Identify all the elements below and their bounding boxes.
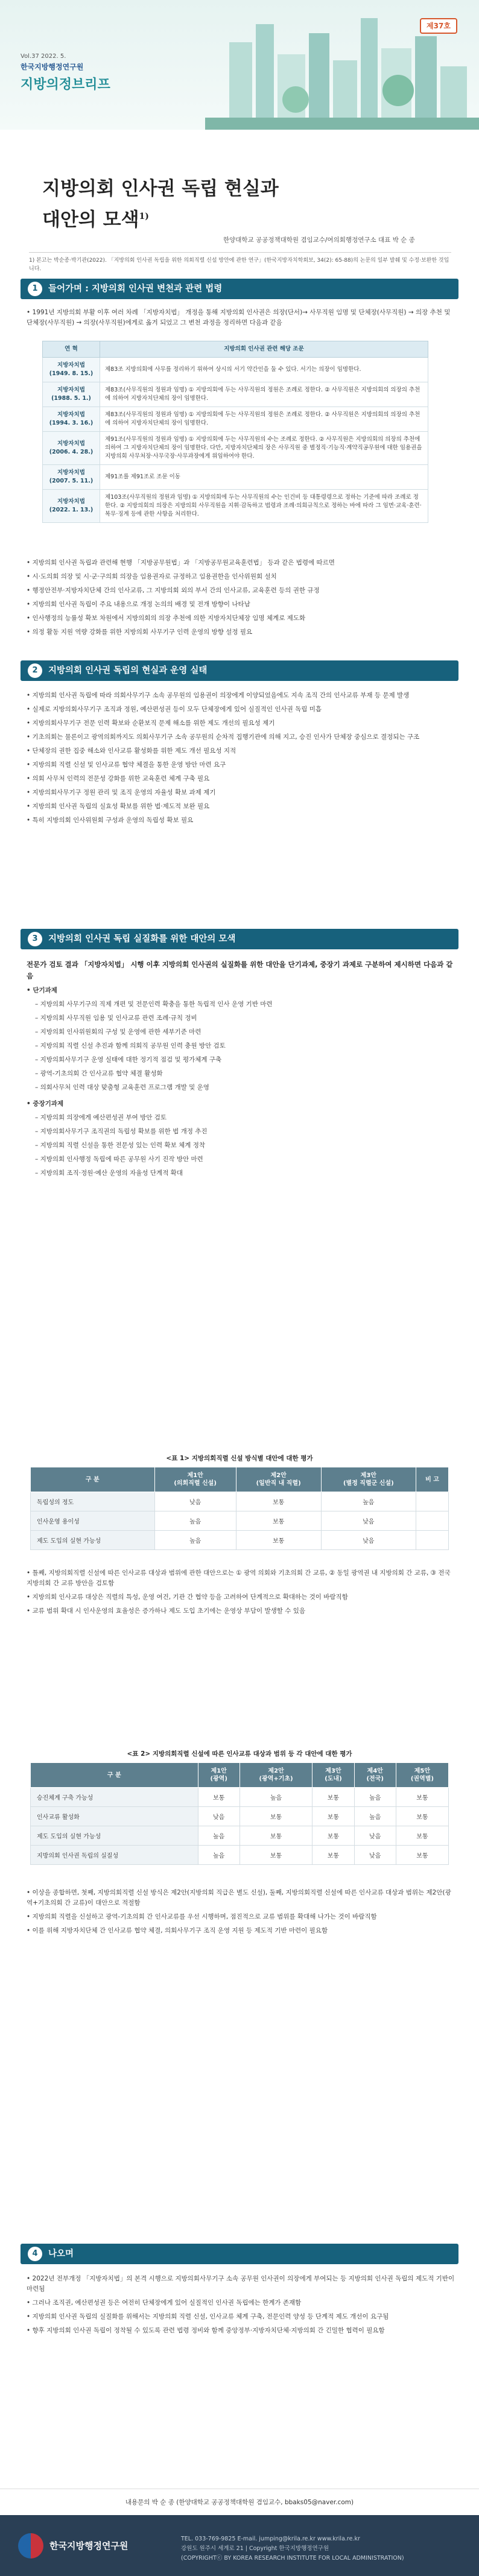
table-2-row [31,1846,449,1865]
section-1-intro [27,308,455,332]
section-2-body [27,691,455,829]
short-term-item: – 지방의회사무기구 운영 실태에 대한 정기적 점검 및 평가체계 구축 [27,1055,455,1065]
s3-mid-paragraph: • 교류 범위 확대 시 인사운영의 효율성은 증가하나 제도 도입 초기에는 운영상 부담이 발생할 수 있음 [27,1606,455,1616]
short-term-item: – 지방의회 직렬 신설 추진과 함께 의회직 공무원 인력 충원 방안 검토 [27,1041,455,1051]
table-1-row [31,1511,449,1531]
history-row [43,358,428,382]
history-year: 지방자치법 (1988. 5. 1.) [43,382,100,407]
history-year: 지방자치법 (1994. 3. 16.) [43,407,100,432]
history-table-body [43,358,428,523]
document-title [42,175,279,233]
s2-paragraph: • 지방의회사무기구 정원 관리 및 조직 운영의 자율성 확보 과제 제기 [27,788,455,798]
table-1 [30,1467,449,1550]
section-2-header [21,660,458,681]
table-2-cell: 보통 [312,1826,354,1846]
s4-paragraph: • 향후 지방의회 인사권 독립이 정착될 수 있도록 관련 법령 정비와 함께 중앙정부·지방자치단체·지방의회 간 긴밀한 협력이 필요함 [27,2326,455,2336]
title-line-1: 지방의회 인사권 독립 현실과 [42,178,279,200]
history-row [43,490,428,523]
short-term-item: – 지방의회 사무기구의 직제 개편 및 전문인력 확충을 통한 독립적 인사 운영 기반 마련 [27,999,455,1010]
table-2-cell: 인사교류 활성화 [31,1807,198,1826]
title-line-2: 대안의 모색 [42,209,139,231]
s1-intro-text: • 1991년 지방의회 부활 이후 여러 차례 「지방자치법」 개정을 통해 지방의회 인사권은 의장(단서)→ 사무직원 임명 및 단체장(사무직원) → 의장 추천 및 단체장(사무직원) → 의장(사무직원)에게로 옮겨 되었고 그 변천 과정을 정리하면 다음과 같음 [27,308,455,328]
section-3-header [21,929,458,949]
section-3-number: 3 [28,932,42,946]
issue-volume: Vol.37 2022. 5. [21,53,66,60]
footer-info [181,2534,465,2563]
mid-term-title: • 중장기과제 [27,1099,455,1109]
section-2-title: 지방의회 인사권 독립의 현실과 운영 실태 [48,666,208,676]
history-year: 지방자치법 (2022. 1. 13.) [43,490,100,523]
table-1-cell: 낮음 [154,1492,236,1511]
s3-conclusion-paragraph: • 이를 위해 지방자치단체 간 인사교류 협약 체결, 의회사무기구 조직 운영 지원 등 제도적 기반 마련이 필요함 [27,1926,455,1936]
table-1-cell: 인사운영 용이성 [31,1511,155,1531]
s1-paragraph: • 인사행정의 능률성 확보 차원에서 지방의회의 의장 추천에 의한 지방자치단체장 임명 체계로 제도화 [27,613,455,624]
table-1-cell: 보통 [236,1492,321,1511]
history-row [43,432,428,465]
s1-paragraph: • 의정 활동 지원 역량 강화를 위한 지방의회 사무기구 인력 운영의 방향 설정 필요 [27,627,455,638]
table-2-cell: 높음 [198,1826,240,1846]
s2-paragraph: • 특히 지방의회 인사위원회 구성과 운영의 독립성 확보 필요 [27,815,455,826]
table-1-cell [416,1511,448,1531]
section-4-title: 나오며 [48,2249,74,2259]
table-1-header-cell: 제1안 (의회직렬 신설) [154,1467,236,1492]
table-2-header-cell: 제2안 (광역+기초) [240,1763,312,1788]
author-line: 한양대학교 공공정책대학원 겸임교수/여의회행정연구소 대표 박 순 종 [223,236,415,244]
table-1-cell: 높음 [321,1492,416,1511]
short-term-item: – 지방의회 사무직원 임용 및 인사교류 관련 조례·규칙 정비 [27,1013,455,1024]
footer-address: 강원도 원주시 세계로 21 | Copyright 한국지방행정연구원 [181,2545,329,2552]
history-article: 제91조를 제91조로 조문 이동 [100,465,428,490]
table-2-cell: 높음 [198,1846,240,1865]
section-1-body [27,558,455,641]
s3-conclusion-paragraph: • 지방의회 직렬을 신설하고 광역-기초의회 간 인사교류를 우선 시행하며, 점진적으로 교류 범위를 확대해 나가는 것이 바람직함 [27,1912,455,1922]
table-2-header-cell: 제3안 (도내) [312,1763,354,1788]
institute-logo-icon [18,2533,43,2559]
history-year: 지방자치법 (2007. 5. 11.) [43,465,100,490]
s2-paragraph: • 지방의회 직렬 신설 및 인사교류 협약 체결을 통한 운영 방안 마련 요구 [27,760,455,770]
s3-mid-paragraph: • 틀째, 지방의회직렬 신설에 따른 인사교류 대상과 범위에 관한 대안으로는 ① 광역 의회와 기초의회 간 교류, ② 동일 광역권 내 지방의회 간 교류, ③ 전국 지방의회 간 교류 방안을 검토함 [27,1568,455,1589]
table-2-header-cell: 구 분 [31,1763,198,1788]
history-article: 제83조(사무직원의 정원과 임명) ① 지방의회에 두는 사무직원의 정원은 조례로 정한다. ② 사무직원은 지방의회의 의장의 추천에 의하여 지방자치단체의 장이 임명한다. [100,407,428,432]
institute-name: 한국지방행정연구원 [21,63,84,71]
table-2-row [31,1788,449,1807]
history-row [43,407,428,432]
table-1-cell [416,1492,448,1511]
section-4-number: 4 [28,2247,42,2261]
table-2-cell: 낮음 [354,1826,396,1846]
s2-paragraph: • 지방의회사무기구 전문 인력 확보와 순환보직 문제 해소를 위한 제도 개선의 필요성 제기 [27,718,455,729]
s2-paragraph: • 실제로 지방의회사무기구 조직과 정원, 예산편성권 등이 모두 단체장에게 있어 실질적인 인사권 독립 미흡 [27,704,455,715]
section-1-header [21,279,458,299]
section-3-mid-body [27,1568,455,1620]
table-1-header-cell: 비 고 [416,1467,448,1492]
section-3-lead: 전문가 검토 결과 「지방자치법」 시행 이후 지방의회 인사권의 실질화를 위한 대안을 단기과제, 중장기 과제로 구분하여 제시하면 다음과 같음 [27,960,453,980]
s1-paragraph: • 시·도의회 의장 및 시·군·구의회 의장을 임용권자로 규정하고 임용권한을 인사위원회 설치 [27,572,455,582]
short-term-item: – 의회사무처 인력 대상 맞춤형 교육훈련 프로그램 개발 및 운영 [27,1083,455,1093]
table-1-header-row [31,1467,449,1492]
table-2-cell: 보통 [396,1826,448,1846]
table-1-cell: 보통 [236,1511,321,1531]
section-1-title: 들어가며 : 지방의회 인사권 변천과 관련 법령 [48,284,223,294]
mid-term-item: – 지방의회 의장에게 예산편성권 부여 방안 검토 [27,1113,455,1123]
table-2-header-cell: 제5안 (권역별) [396,1763,448,1788]
s4-paragraph: • 지방의회 인사권 독립의 실질화를 위해서는 지방의회 직렬 신설, 인사교류 체계 구축, 전문인력 양성 등 단계적 제도 개선이 요구됨 [27,2312,455,2322]
short-term-item: – 지방의회 인사위원회의 구성 및 운영에 관한 세부기준 마련 [27,1027,455,1037]
footer [0,2515,479,2576]
table-2-cell: 제도 도입의 실현 가능성 [31,1826,198,1846]
mid-term-item: – 지방의회 직렬 신설을 통한 전문성 있는 인력 확보 체계 정착 [27,1141,455,1151]
table-2-cell: 보통 [396,1846,448,1865]
table-1-row [31,1492,449,1511]
history-table [42,341,428,523]
s1-paragraph: • 지방의회 인사권 독립이 주요 내용으로 개정 논의의 배경 및 전개 방향이 나타남 [27,600,455,610]
table-2-cell: 보통 [312,1788,354,1807]
table-2-cell: 보통 [396,1807,448,1826]
series-name: 지방의정브리프 [21,77,110,92]
table-1-header-cell: 제2안 (일반직 내 직렬) [236,1467,321,1492]
title-footnote-mark: 1) [139,212,149,221]
history-year: 지방자치법 (2006. 4. 28.) [43,432,100,465]
s2-paragraph: • 단체장의 권한 집중 해소와 인사교류 활성화를 위한 제도 개선 필요성 지적 [27,746,455,756]
mid-term-list [27,1113,455,1179]
table-2-row [31,1826,449,1846]
table-1-header-cell: 구 분 [31,1467,155,1492]
footer-contact: TEL. 033-769-9825 E-mail. jumping@krila.re.kr www.krila.re.kr [181,2536,360,2542]
table-1-row [31,1531,449,1550]
table-2-cell: 낮음 [198,1807,240,1826]
table-1-cell: 독립성의 정도 [31,1492,155,1511]
history-col-year: 연 혁 [43,341,100,358]
table-1-cell: 낮음 [321,1511,416,1531]
table-2-body [31,1788,449,1865]
table-2-cell: 보통 [312,1846,354,1865]
table-2-cell: 보통 [240,1826,312,1846]
table-1-header-cell: 제3안 (별정 직렬군 신설) [321,1467,416,1492]
table-2-caption: <표 2> 지방의회직렬 신설에 따른 인사교류 대상과 범위 등 각 대안에 대한 평가 [127,1750,352,1758]
table-2-cell: 보통 [198,1788,240,1807]
history-year: 지방자치법 (1949. 8. 15.) [43,358,100,382]
table-1-cell: 높음 [154,1511,236,1531]
table-2-header-cell: 제4안 (전국) [354,1763,396,1788]
table-2-cell: 보통 [240,1846,312,1865]
table-2 [30,1762,449,1865]
s3-conclusion-paragraph: • 이상을 종합하면, 첫째, 지방의회직렬 신설 방식은 제2안(지방의회 직급은 별도 신설), 둘째, 지방의회직렬 신설에 따른 인사교류 대상과 범위는 제2안(광역+기초의회 간 교류)이 대안으로 적절함 [27,1888,455,1908]
table-2-cell: 보통 [312,1807,354,1826]
mid-term-item: – 지방의회 인사행정 독립에 따른 공무원 사기 진작 방안 마련 [27,1154,455,1165]
short-term-item: – 광역-기초의회 간 인사교류 협약 체결 활성화 [27,1069,455,1079]
section-3-lead-box [27,959,455,1182]
section-3-conclusion [27,1888,455,1940]
table-2-cell: 낮음 [354,1846,396,1865]
table-2-cell: 보통 [240,1807,312,1826]
footnote: 1) 본고는 박순종·박기관(2022). 「지방의회 인사권 독립을 위한 의회직렬 신설 방안에 관한 연구」(한국지방자치학회보, 34(2): 65-88)의 논문의 일부 발췌 및 수정·보완한 것입니다. [29,252,451,273]
history-article: 제103조(사무직원의 정원과 임명) ① 지방의회에 두는 사무직원의 수는 인건비 등 대통령령으로 정하는 기준에 따라 조례로 정한다. ② 지방의회의 의장은 지방의회 사무직원을 지휘·감독하고 법령과 조례·의회규칙으로 정하는 바에 따라 그 임면·교육·훈련·복무·징계 등에 관한 사항을 처리한다. [100,490,428,523]
table-2-cell: 지방의회 인사권 독립의 실질성 [31,1846,198,1865]
table-2-header-cell: 제1안 (광역) [198,1763,240,1788]
s2-paragraph: • 지방의회 인사권 독립에 따라 의회사무기구 소속 공무원의 임용권이 의장에게 이양되었음에도 지속 조직 간의 인사교류 부재 등 문제 발생 [27,691,455,701]
table-2-row [31,1807,449,1826]
table-2-cell: 높음 [240,1788,312,1807]
s1-paragraph: • 행정안전부·지방자치단체 간의 인사교류, 그 지방의회 외의 부서 간의 인사교류, 교육훈련 등의 권한 규정 [27,586,455,596]
table-1-cell [416,1531,448,1550]
header-banner [0,0,479,130]
s1-paragraph: • 지방의회 인사권 독립과 관련해 현행 「지방공무원법」과 「지방공무원교육훈련법」 등과 같은 법령에 따르면 [27,558,455,568]
table-2-cell: 높음 [354,1807,396,1826]
section-1-number: 1 [28,282,42,296]
s4-paragraph: • 2022년 전부개정 「지방자치법」의 본격 시행으로 지방의회사무기구 소속 공무원 인사권이 의장에게 부여되는 등 지방의회 인사권 독립의 제도적 기반이 마련됨 [27,2274,455,2294]
footer-copyright: (COPYRIGHTⓒ BY KOREA RESEARCH INSTITUTE FOR LOCAL ADMINISTRATION) [181,2555,404,2562]
mid-term-item: – 지방의회사무기구 조직권의 독립성 확보를 위한 법 개정 추진 [27,1127,455,1137]
short-term-title: • 단기과제 [27,986,455,996]
section-2-number: 2 [28,663,42,678]
table-1-cell: 제도 도입의 실현 가능성 [31,1531,155,1550]
table-2-cell: 승진체계 구축 가능성 [31,1788,198,1807]
history-row [43,465,428,490]
issue-badge: 제37호 [420,18,457,34]
table-2-cell: 보통 [396,1788,448,1807]
mid-term-item: – 지방의회 조직·정원·예산 운영의 자율성 단계적 확대 [27,1168,455,1179]
s3-mid-paragraph: • 지방의회 인사교류 대상은 직렬의 특성, 운영 여건, 기관 간 협약 등을 고려하여 단계적으로 확대하는 것이 바람직함 [27,1592,455,1603]
table-1-caption: <표 1> 지방의회직렬 신설 방식별 대안에 대한 평가 [166,1455,313,1462]
table-1-body [31,1492,449,1550]
contact-line: 내용문의 박 순 종 (한양대학교 공공정책대학원 겸임교수, bbaks05@naver.com) [0,2489,479,2516]
s2-paragraph: • 기초의회는 물론이고 광역의회까지도 의회사무기구 소속 공무원의 순차적 집행기관에 의해 지고, 승진 인사가 단체장 중심으로 결정되는 구조 [27,732,455,742]
section-4-header [21,2244,458,2264]
s2-paragraph: • 지방의회 인사권 독립의 실효성 확보를 위한 법·제도적 보완 필요 [27,802,455,812]
short-term-list [27,999,455,1093]
table-1-cell: 보통 [236,1531,321,1550]
s4-paragraph: • 그러나 조직권, 예산편성권 등은 여전히 단체장에게 있어 실질적인 인사권 독립에는 한계가 존재함 [27,2298,455,2308]
footer-institute-name: 한국지방행정연구원 [49,2540,128,2551]
table-1-cell: 낮음 [321,1531,416,1550]
section-4-body [27,2274,455,2340]
history-col-article: 지방의회 인사권 관련 해당 조문 [100,341,428,358]
s2-paragraph: • 의회 사무처 인력의 전문성 강화를 위한 교육훈련 체계 구축 필요 [27,774,455,784]
table-1-cell: 높음 [154,1531,236,1550]
section-3-title: 지방의회 인사권 독립 실질화를 위한 대안의 모색 [48,934,236,944]
history-article: 제83조 지방의회에 사무를 정리하기 위하여 상시의 서기 약간인을 둘 수 있다. 서기는 의장이 임명한다. [100,358,428,382]
history-row [43,382,428,407]
history-article: 제83조(사무직원의 정원과 임명) ① 지방의회에 두는 사무직원의 정원은 조례로 정한다. ② 사무직원은 지방의회의 의장의 추천에 의하여 지방자치단체의 장이 임명한다. [100,382,428,407]
table-2-header-row [31,1763,449,1788]
history-article: 제91조(사무직원의 정원과 임명) ① 지방의회에 두는 사무직원의 수는 조례로 정한다. ② 사무직원은 지방의회의 의장의 추천에 의하여 그 지방자치단체의 장이 임명한다. 다만, 지방자치단체의 장은 사무직원 중 별정직·기능직·계약직공무원에 대한 임용권을 지방의회 사무처장·사무국장·사무과장에게 위임하여야 한다. [100,432,428,465]
table-2-cell: 높음 [354,1788,396,1807]
